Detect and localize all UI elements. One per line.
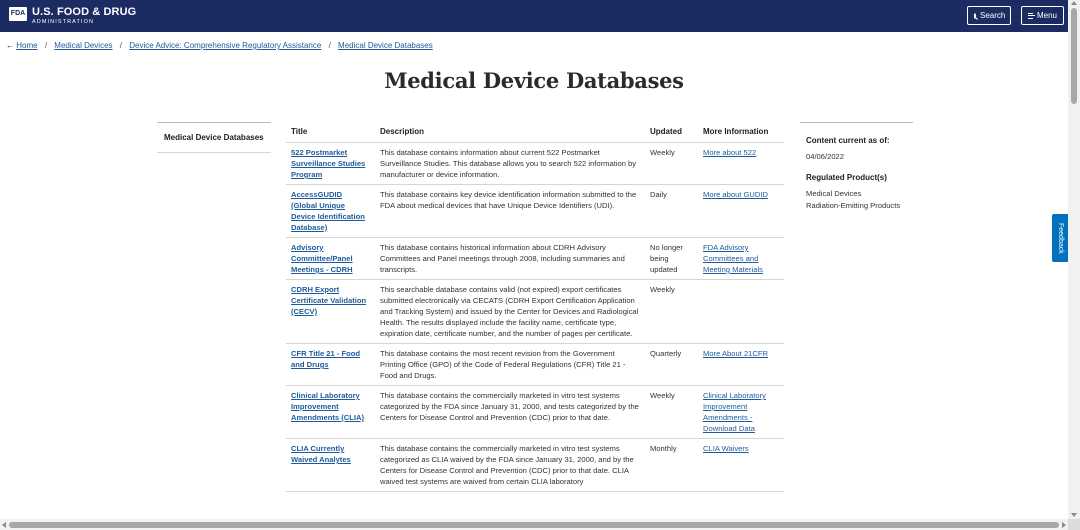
logo-sub-text: ADMINISTRATION <box>32 19 95 25</box>
database-title-link[interactable]: CDRH Export Certificate Validation (CECV) <box>291 285 367 316</box>
menu-button-label: Menu <box>1036 11 1057 20</box>
vertical-scroll-thumb[interactable] <box>1071 8 1077 104</box>
database-title-link[interactable]: 522 Postmarket Surveillance Studies Program <box>291 148 366 179</box>
horizontal-scrollbar[interactable] <box>0 519 1068 530</box>
scroll-right-arrow-icon[interactable] <box>1062 522 1066 528</box>
database-title-link[interactable]: CLIA Currently Waived Analytes <box>291 444 351 464</box>
content-current-date: 04/06/2022 <box>806 152 845 161</box>
database-title-link[interactable]: Advisory Committee/Panel Meetings - CDRH <box>291 243 353 274</box>
search-icon <box>974 13 976 19</box>
right-sidebar <box>800 122 913 212</box>
more-information-link[interactable]: CLIA Waivers <box>703 444 749 453</box>
more-information-link[interactable]: More about GUDID <box>703 190 768 199</box>
breadcrumb-medical-device-databases[interactable]: Medical Device Databases <box>338 41 433 50</box>
database-title-link[interactable]: AccessGUDID (Global Unique Device Identification Database) <box>291 190 365 232</box>
regulated-product-item: Medical Devices <box>806 189 862 198</box>
database-description: This database contains the commercially marketed in vitro test systems categorized as CLIA waived by the FDA since January 31, 2000, and by the Centers for Disease Control and Prevention (CDC) prior to that date. CLIA waived test systems are waived from certain CLIA laboratory <box>375 439 645 492</box>
table-row <box>286 439 784 492</box>
search-button-label: Search <box>980 11 1006 20</box>
database-updated: Monthly <box>645 439 698 492</box>
page-title: Medical Device Databases <box>384 68 684 93</box>
table-row <box>286 386 784 439</box>
database-title-link[interactable]: CFR Title 21 - Food and Drugs <box>291 349 361 369</box>
database-description: This database contains historical information about CDRH Advisory Committees and Panel meetings through 2008, including summaries and transcripts. <box>375 238 645 280</box>
breadcrumb-device-advice[interactable]: Device Advice: Comprehensive Regulatory Assistance <box>129 41 322 50</box>
column-header-more-information: More Information <box>698 122 784 143</box>
content-current-label: Content current as of: <box>806 136 890 145</box>
database-updated: Quarterly <box>645 344 698 386</box>
databases-table <box>286 122 784 492</box>
menu-button[interactable] <box>1021 6 1064 25</box>
scroll-up-arrow-icon[interactable] <box>1071 1 1077 5</box>
logo-main-text: U.S. FOOD & DRUG <box>32 6 137 18</box>
database-updated: Weekly <box>645 143 698 185</box>
scroll-down-arrow-icon[interactable] <box>1071 513 1077 517</box>
database-updated: No longer being updated <box>645 238 698 280</box>
more-information-link[interactable]: FDA Advisory Committees and Meeting Materials <box>703 243 763 274</box>
database-updated: Weekly <box>645 280 698 344</box>
back-arrow-icon: ← <box>6 41 14 50</box>
site-header <box>0 0 1068 32</box>
breadcrumb-medical-devices[interactable]: Medical Devices <box>54 41 113 50</box>
database-description: This searchable database contains valid (not expired) export certificates submitted electronically via CECATS (CDRH Export Certification Application and Tracking System) and issued by the Center for Devices and Radiological Health. The results displayed include the facility name, certificate type, expiration date, certificate number, and the number of pages per certificate. <box>375 280 645 344</box>
database-description: This database contains the commercially marketed in vitro test systems categorized by the FDA since January 31, 2000, and tests categorized by the Centers for Disease Control and Prevention (CDC) prior to that date. <box>375 386 645 439</box>
column-header-updated: Updated <box>645 122 698 143</box>
breadcrumb-separator: / <box>328 41 331 50</box>
left-nav <box>157 122 271 153</box>
column-header-description: Description <box>375 122 645 143</box>
hamburger-icon <box>1028 13 1033 19</box>
scrollbar-corner <box>1068 519 1080 530</box>
database-title-link[interactable]: Clinical Laboratory Improvement Amendments (CLIA) <box>291 391 364 422</box>
regulated-products-label: Regulated Product(s) <box>806 173 887 182</box>
breadcrumb-separator: / <box>44 41 48 50</box>
scroll-left-arrow-icon[interactable] <box>2 522 6 528</box>
more-information-link[interactable]: More about 522 <box>703 148 757 157</box>
vertical-scrollbar[interactable] <box>1068 0 1080 519</box>
breadcrumb-separator: / <box>119 41 122 50</box>
database-description: This database contains the most recent revision from the Government Printing Office (GPO) of the Code of Federal Regulations (CFR) Title 21 - Food and Drugs. <box>375 344 645 386</box>
table-row <box>286 238 784 280</box>
column-header-title: Title <box>286 122 375 143</box>
left-nav-item-medical-device-databases[interactable]: Medical Device Databases <box>157 123 271 153</box>
regulated-product-item: Radiation-Emitting Products <box>806 201 901 210</box>
fda-logo-text <box>32 7 136 26</box>
table-row <box>286 143 784 185</box>
fda-logo-badge: FDA <box>9 7 27 21</box>
more-information-empty <box>698 280 784 344</box>
database-description: This database contains key device identification information submitted to the FDA about medical devices that have Unique Device Identifiers (UDI). <box>375 185 645 238</box>
table-row <box>286 185 784 238</box>
more-information-link[interactable]: More About 21CFR <box>703 349 768 358</box>
breadcrumb <box>6 41 433 50</box>
table-row <box>286 280 784 344</box>
search-button[interactable] <box>967 6 1011 25</box>
database-description: This database contains information about current 522 Postmarket Surveillance Studies. This database allows you to search 522 information by manufacturer or device information. <box>375 143 645 185</box>
feedback-button[interactable]: Feedback <box>1052 214 1068 262</box>
fda-logo[interactable] <box>9 7 136 26</box>
database-updated: Weekly <box>645 386 698 439</box>
horizontal-scroll-thumb[interactable] <box>9 522 1059 528</box>
table-header-row <box>286 122 784 143</box>
table-row <box>286 344 784 386</box>
database-updated: Daily <box>645 185 698 238</box>
more-information-link[interactable]: Clinical Laboratory Improvement Amendments - Download Data <box>703 391 766 433</box>
breadcrumb-home[interactable]: Home <box>16 41 38 50</box>
